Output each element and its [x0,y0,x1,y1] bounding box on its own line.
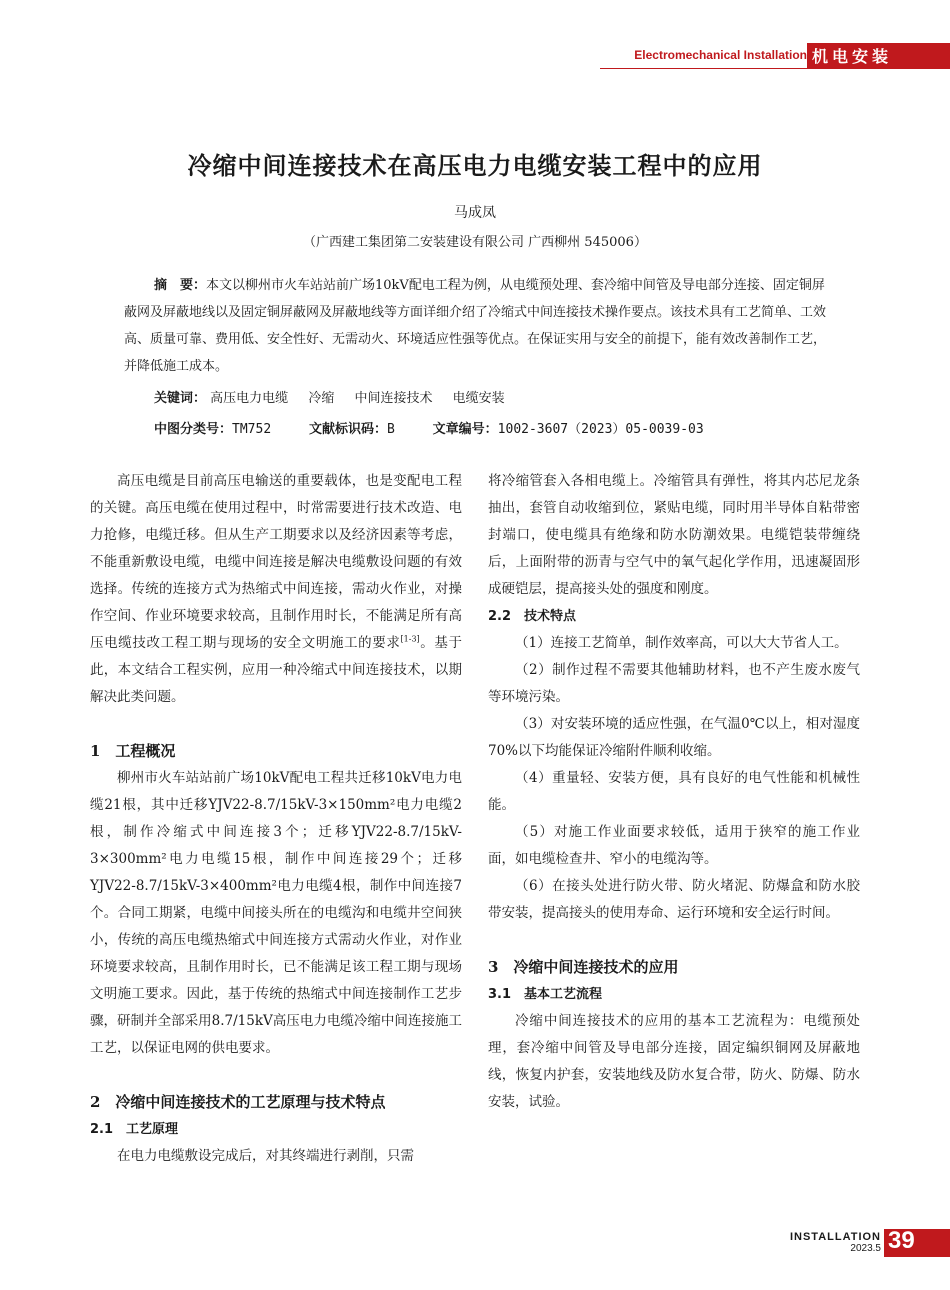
keyword: 高压电力电缆 [210,391,289,406]
intro-tail: 。基于此，本文结合工程实例，应用一种冷缩式中间连接技术，以期解决此类问题。 [90,635,463,705]
section-1-heading: 1 工程概况 [90,742,176,760]
keyword: 冷缩 [308,391,335,406]
feature-item: （5）对施工作业面要求较低，适用于狭窄的施工作业面，如电缆检查井、窄小的电缆沟等。 [488,824,860,867]
author: 马成凤 [454,205,496,221]
footer-issue: 2023.5 [850,1243,881,1254]
footer-journal-name: INSTALLATION [789,1231,881,1243]
journal-english-name: Electromechanical Installation [634,48,807,62]
section-3-1-heading: 3.1 基本工艺流程 [488,987,603,1002]
clc-label: 中图分类号： [154,422,233,437]
doc-code-value: B [387,422,395,437]
keyword: 中间连接技术 [354,391,433,406]
section-3-heading: 3 冷缩中间连接技术的应用 [488,958,679,976]
article-number-value: 1002-3607（2023）05-0039-03 [497,422,704,437]
section-2-heading: 2 冷缩中间连接技术的工艺原理与技术特点 [90,1093,386,1111]
intro-text: 高压电缆是目前高压电输送的重要载体，也是变配电工程的关键。高压电缆在使用过程中，时常需要进行技术改造、电力抢修，电缆迁移。但从生产工期要求以及经济因素等考虑，不能重新敷设电缆，电缆中间连接是解决电缆敷设问题的有效选择。传统的连接方式为热缩式中间连接，需动火作业，对操作空间、作业环境要求较高，且制作用时长，不能满足所有高压电缆技改工程工期与现场的安全文明施工的要求 [90,473,462,651]
right-column [488,468,860,1116]
doc-code-label: 文献标识码： [308,422,387,437]
keywords [154,387,521,406]
paper-title: 冷缩中间连接技术在高压电力电缆安装工程中的应用 [187,152,763,180]
section-1-paragraph: 柳州市火车站站前广场10kV配电工程共迁移10kV电力电缆21根，其中迁移YJV22-8.7/15kV-3×150mm²电力电缆2根，制作冷缩式中间连接3个；迁移YJV22-8.7/15kV-3×300mm²电力电缆15根，制作中间连接29个；迁移YJV22-8.7/15kV-3×400mm²电力电缆4根，制作中间连接7个。合同工期紧，电缆中间接头所在的电缆沟和电缆井空间狭小，传统的高压电缆热缩式中间连接方式需动火作业，对作业环境要求较高，且制作用时长，已不能满足该工程工期与现场文明施工要求。因此，基于传统的热缩式中间连接制作工艺步骤，研制并全部采用8.7/15kV高压电力电缆冷缩中间连接施工工艺，以保证电网的供电要求。 [90,770,462,1056]
keyword: 电缆安装 [452,391,505,406]
section-2-1-heading: 2.1 工艺原理 [90,1122,179,1137]
section-2-1-continued: 将冷缩管套入各相电缆上。冷缩管具有弹性，将其内芯尼龙条抽出，套管自动收缩到位，紧贴电缆，同时用半导体自粘带密封端口，使电缆具有绝缘和防水防潮效果。电缆铠装带缠绕后，上面附带的沥青与空气中的氧气起化学作用，迅速凝固形成硬铠层，提高接头处的强度和刚度。 [488,473,860,597]
header-rule [600,68,950,69]
feature-item: （6）在接头处进行防火带、防火堵泥、防爆盒和防水胶带安装，提高接头的使用寿命、运行环境和安全运行时间。 [488,878,860,921]
page-number: 39 [888,1227,915,1254]
abstract [124,272,836,380]
left-column [90,468,462,1170]
feature-item: （1）连接工艺简单，制作效率高，可以大大节省人工。 [515,635,848,651]
citation-ref: [1-3] [400,634,420,644]
keywords-label: 关键词： [154,391,207,406]
intro-paragraph [90,468,462,711]
section-2-2-heading: 2.2 技术特点 [488,609,577,624]
feature-item: （4）重量轻、安装方便，具有良好的电气性能和机械性能。 [488,770,860,813]
article-number-label: 文章编号： [432,422,498,437]
classification-line [154,418,704,437]
affiliation: （广西建工集团第二安装建设有限公司 广西柳州 545006） [303,235,647,250]
feature-item: （2）制作过程不需要其他辅助材料，也不产生废水废气等环境污染。 [488,662,860,705]
journal-section-chinese: 机电安装 [812,47,893,66]
feature-item: （3）对安装环境的适应性强，在气温0℃以上，相对湿度70%以下均能保证冷缩附件顺利收缩。 [488,716,860,759]
abstract-text: 本文以柳州市火车站站前广场10kV配电工程为例，从电缆预处理、套冷缩中间管及导电部分连接、固定铜屏蔽网及屏蔽地线以及固定铜屏蔽网及屏蔽地线等方面详细介绍了冷缩式中间连接技术操作要点。该技术具有工艺简单、工效高、质量可靠、费用低、安全性好、无需动火、环境适应性强等优点。在保证实用与安全的前提下，能有效改善制作工艺，并降低施工成本。 [124,278,827,374]
clc-value: TM752 [232,422,272,437]
abstract-label: 摘 要： [154,278,207,293]
section-2-1-paragraph: 在电力电缆敷设完成后，对其终端进行剥削，只需 [117,1148,414,1164]
section-3-1-paragraph: 冷缩中间连接技术的应用的基本工艺流程为：电缆预处理，套冷缩中间管及导电部分连接，固定编织铜网及屏蔽地线，恢复内护套，安装地线及防水复合带，防火、防爆、防水安装，试验。 [488,1013,860,1110]
